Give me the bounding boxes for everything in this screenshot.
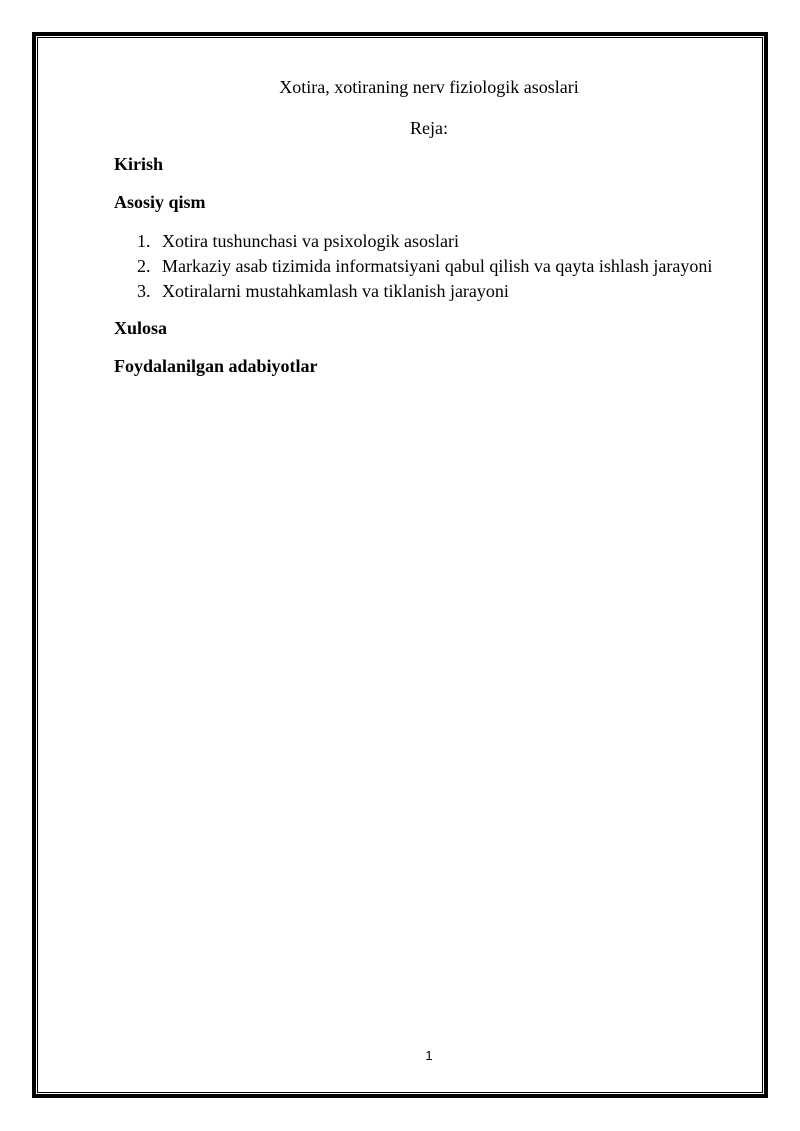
section-heading-conclusion: Xulosa xyxy=(114,318,168,338)
plan-label: Reja: xyxy=(410,118,448,138)
outline-item-text: Xotiralarni mustahkamlash va tiklanish jarayoni xyxy=(162,281,509,301)
outline-list xyxy=(114,229,712,304)
section-heading-intro: Kirish xyxy=(114,154,164,174)
outline-item-number: 3. xyxy=(137,281,151,301)
outline-item-text: Markaziy asab tizimida informatsiyani qabul qilish va qayta ishlash jarayoni xyxy=(162,256,713,276)
outline-item xyxy=(114,254,712,279)
outline-item-number: 1. xyxy=(137,231,151,251)
outline-item-number: 2. xyxy=(137,256,151,276)
outline-item-text: Xotira tushunchasi va psixologik asoslari xyxy=(162,231,459,251)
outline-item xyxy=(114,279,712,304)
outline-item xyxy=(114,229,712,254)
page-number: 1 xyxy=(425,1048,433,1063)
section-heading-main: Asosiy qism xyxy=(114,192,206,212)
section-heading-references: Foydalanilgan adabiyotlar xyxy=(114,356,318,376)
document-title: Xotira, xotiraning nerv fiziologik asoslari xyxy=(279,77,579,97)
